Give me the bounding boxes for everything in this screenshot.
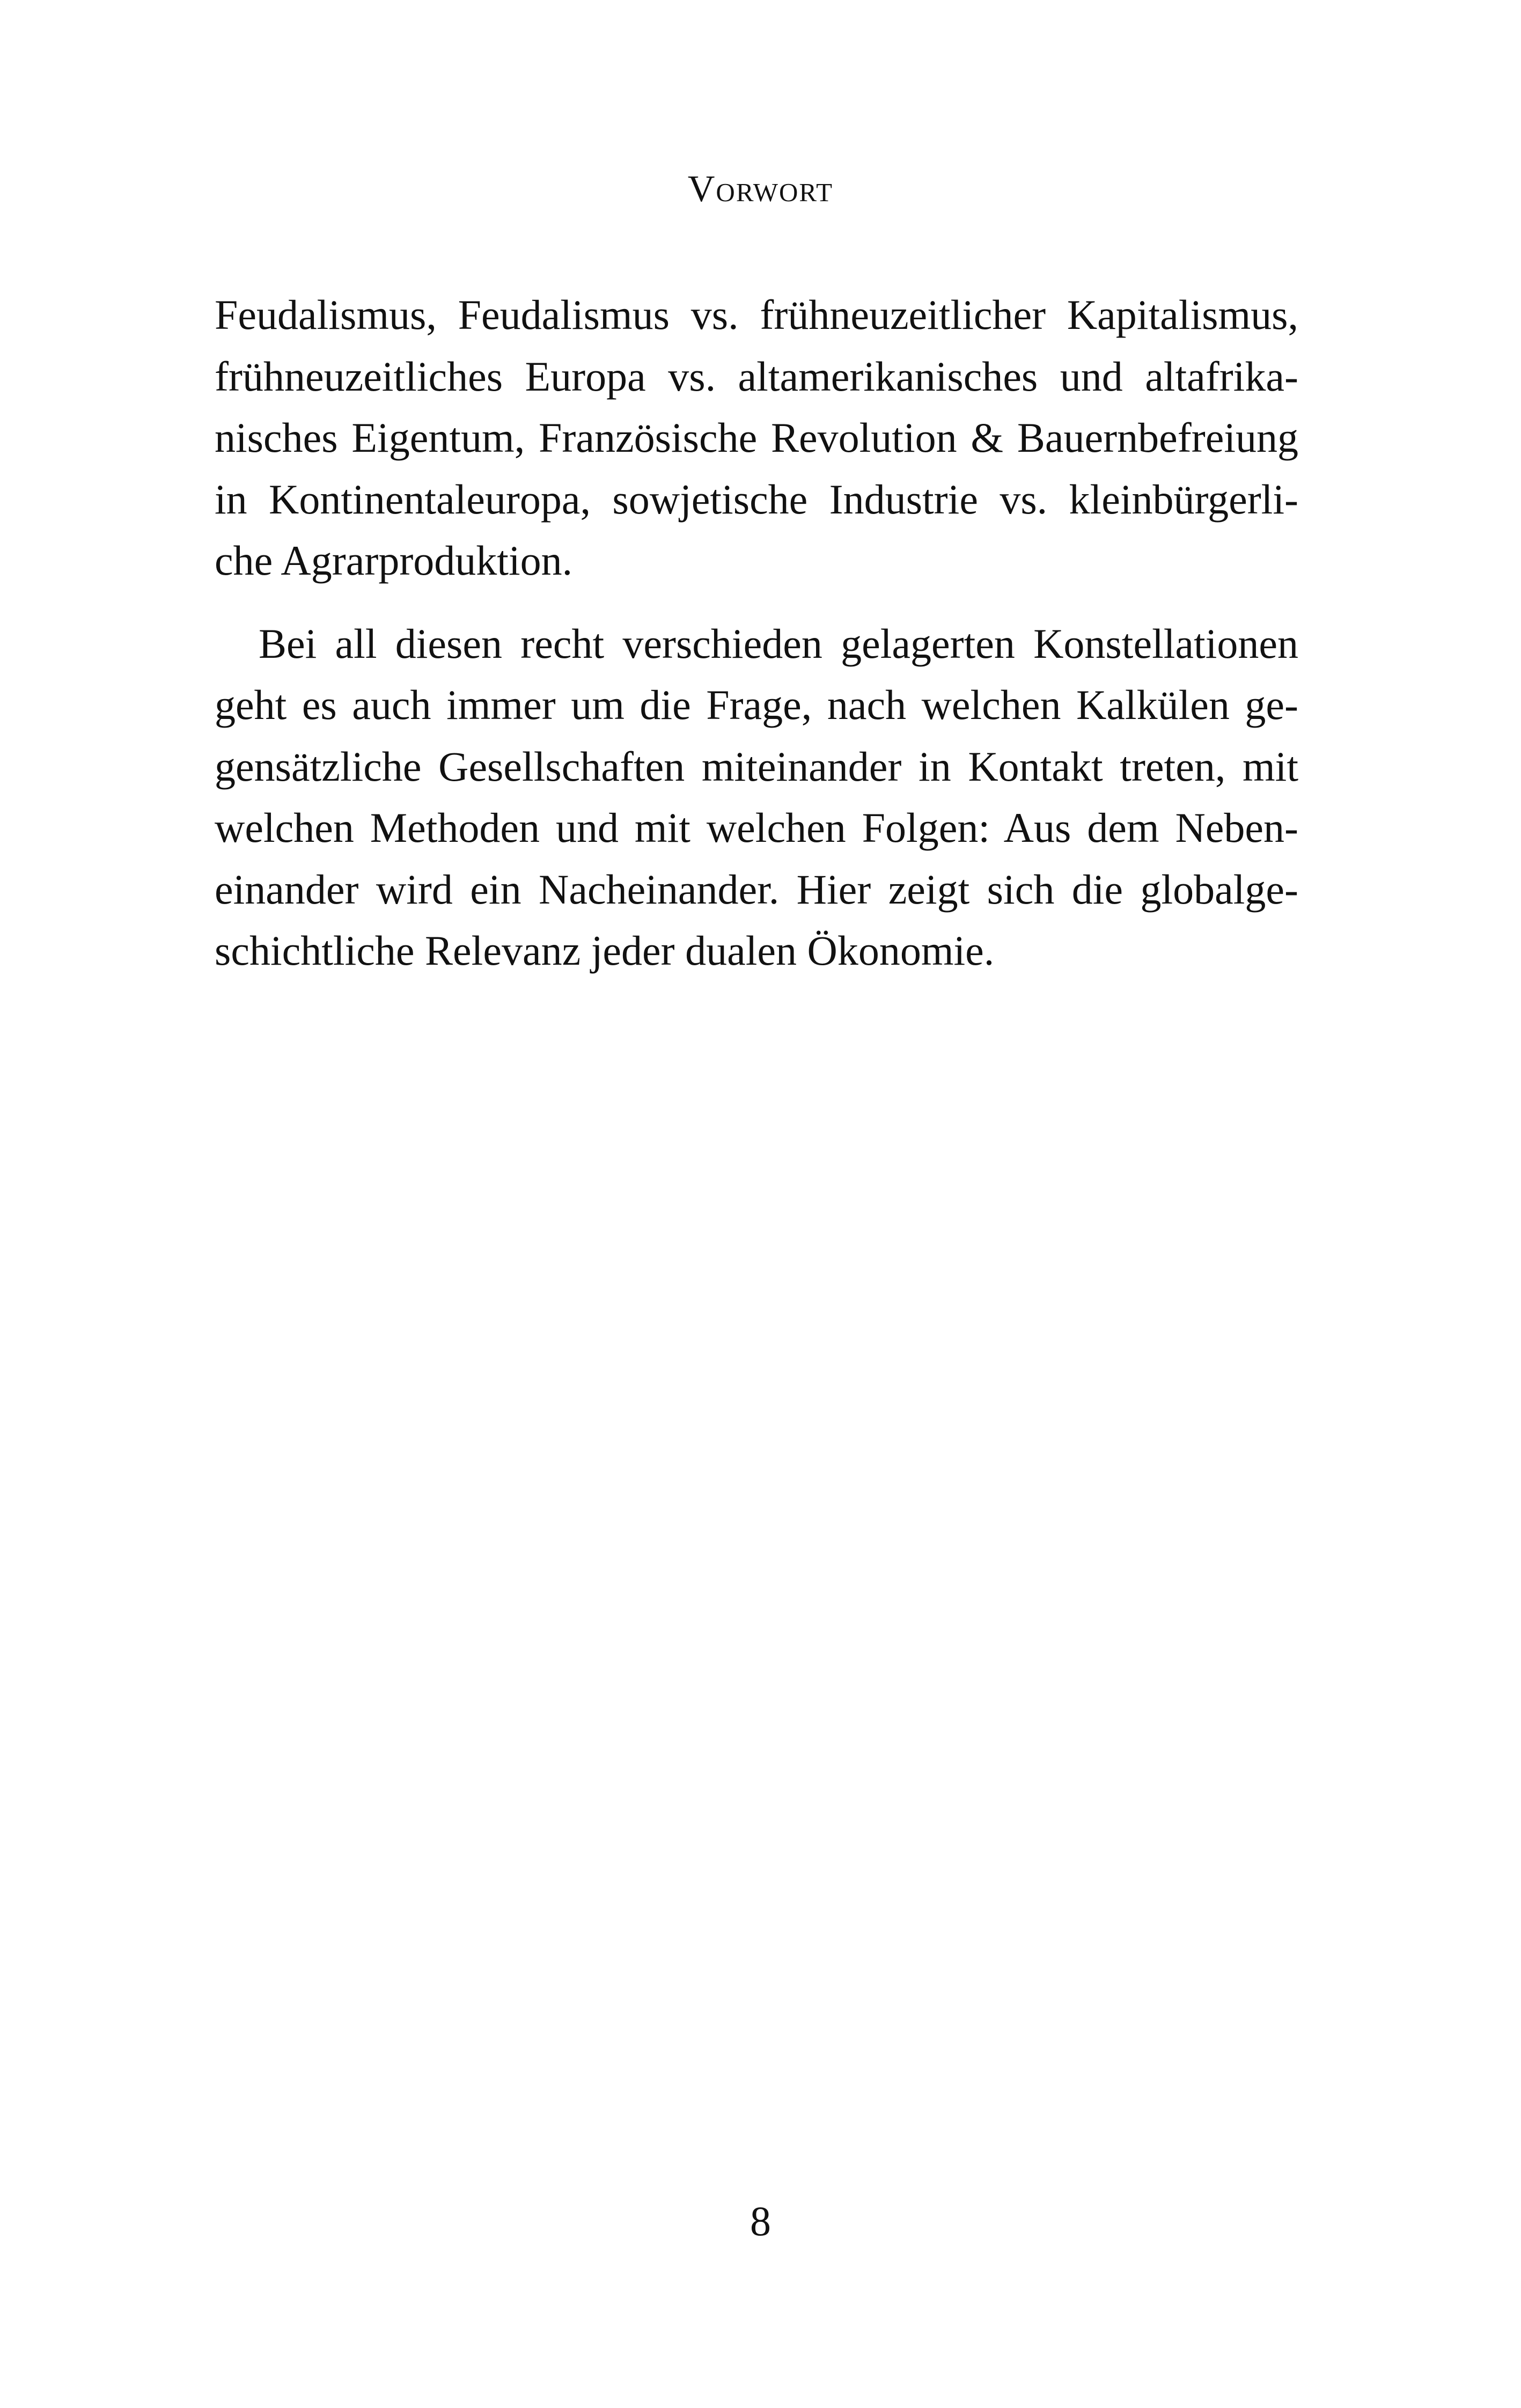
text-line: in Kontinentaleuropa, sowjetische Industrie vs. kleinbürgerli- [215, 475, 1298, 523]
text-line: che Agrarproduktion. [215, 537, 573, 584]
page-number: 8 [750, 2198, 771, 2244]
text-line: Feudalismus, Feudalismus vs. frühneuzeitlicher Kapitalismus, [215, 291, 1298, 338]
text-line: welchen Methoden und mit welchen Folgen: Aus dem Neben- [215, 804, 1298, 851]
running-head: Vorwort [687, 168, 834, 210]
text-line: geht es auch immer um die Frage, nach welchen Kalkülen ge- [215, 681, 1298, 728]
paragraph-gap [215, 592, 1298, 613]
text-line: nisches Eigentum, Französische Revolution & Bauernbefreiung [215, 414, 1298, 461]
text-line: gensätzliche Gesellschaften miteinander in Kontakt treten, mit [215, 743, 1298, 790]
text-line: Bei all diesen recht verschieden gelagerten Konstellationen [259, 620, 1298, 667]
text-line: frühneuzeitliches Europa vs. altamerikanisches und altafrika- [215, 353, 1298, 400]
text-line: schichtliche Relevanz jeder dualen Ökonomie. [215, 927, 995, 974]
text-line: einander wird ein Nacheinander. Hier zeigt sich die globalge- [215, 865, 1298, 913]
paragraph [215, 613, 1298, 982]
paragraph [215, 284, 1298, 592]
body-text [215, 284, 1298, 982]
